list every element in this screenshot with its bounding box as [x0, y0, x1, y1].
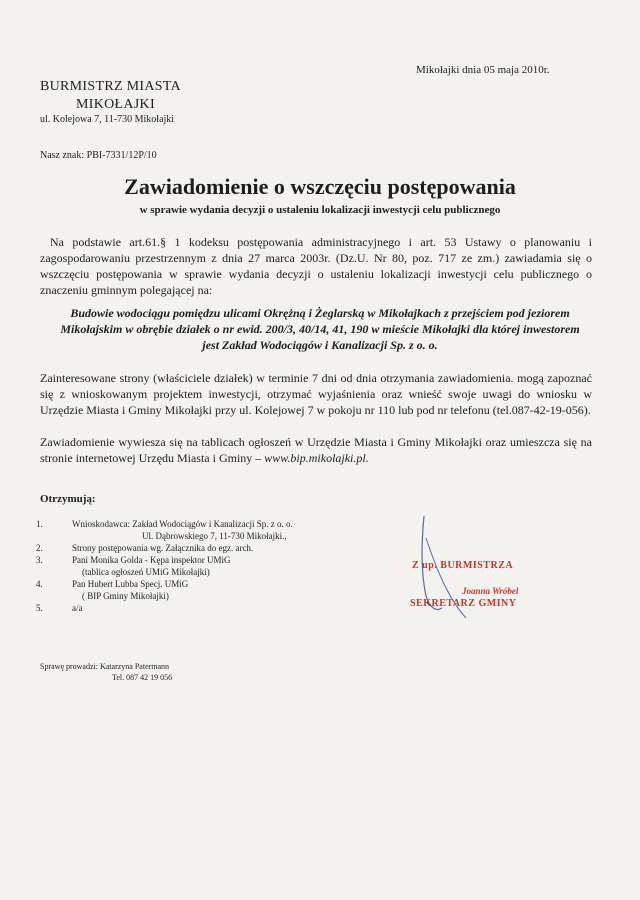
- reference-number: Nasz znak: PBI-7331/12P/10: [40, 150, 157, 161]
- list-item-number: 3.: [36, 555, 43, 565]
- list-item-number: 2.: [36, 543, 43, 553]
- list-item-number: 1.: [36, 519, 43, 529]
- stamp-authority: Z up. BURMISTRZA: [412, 560, 514, 571]
- office-address: ul. Kolejowa 7, 11-730 Mikołajki: [40, 114, 175, 125]
- list-item-line: Pan Hubert Lubba Specj. UMiG: [72, 579, 189, 589]
- paragraph-parties-info: Zainteresowane strony (właściciele działek) w terminie 7 dni od dnia otrzymania zawiadomienia. mogą zapoznać się z wnioskowanym projektem inwestycji, otrzymać wyjaśnienia oraz wnieść swoje uwagi do wniosku w Urzędzie Miasta i Gminy Mikołajki przy ul. Kolejowej 7 w pokoju nr 110 lub pod nr telefonu (tel.087-42-19-056).: [40, 371, 592, 417]
- publication-text: Zawiadomienie wywiesza się na tablicach ogłoszeń w Urzędzie Miasta i Gminy Mikołajki oraz umieszcza się na stronie internetowej Urzędu Miasta i Gminy –: [40, 435, 592, 465]
- paragraph-legal-basis: Na podstawie art.61.§ 1 kodeksu postępowania administracyjnego i art. 53 Ustawy o planowaniu i zagospodarowaniu przestrzennym z dnia 27 marca 2003r. (Dz.U. Nr 80, poz. 717 ze zm.) zawiadamia się o wszczęciu postępowania w sprawie wydania decyzji o ustaleniu lokalizacji inwestycji celu publicznego o znaczeniu gminnym polegającej na:: [40, 235, 592, 297]
- stamp-position: SEKRETARZ GMINY: [410, 598, 517, 609]
- list-item-line: Wnioskodawca: Zakład Wodociągów i Kanalizacji Sp. z o. o.: [72, 519, 293, 529]
- list-item: [36, 578, 293, 602]
- document-subtitle: w sprawie wydania decyzji o ustaleniu lokalizacji inwestycji celu publicznego: [139, 204, 501, 216]
- prepared-by-phone: Tel. 087 42 19 056: [112, 673, 173, 682]
- list-item-line: Pani Monika Golda - Kępa inspektor UMiG: [72, 555, 231, 565]
- list-item-line: Ul. Dąbrowskiego 7, 11-730 Mikołajki.,: [142, 531, 287, 541]
- recipients-list: [36, 518, 293, 614]
- list-item-line: ( BIP Gminy Mikołajki): [82, 591, 169, 601]
- document-title: Zawiadomienie o wszczęciu postępowania: [124, 174, 516, 199]
- stamp-signature-name: Joanna Wróbel: [462, 586, 519, 596]
- office-title-line1: BURMISTRZ MIASTA: [40, 79, 181, 94]
- list-item: [36, 554, 293, 578]
- list-item-number: 5.: [36, 603, 43, 613]
- list-item: [36, 602, 293, 614]
- list-item: [36, 518, 293, 542]
- list-item-line: a/a: [72, 603, 83, 613]
- list-item: [36, 542, 293, 554]
- investment-subject: Budowie wodociągu pomiędzu ulicami Okrężną i Żeglarską w Mikołajkach z przejściem pod jeziorem Mikołajskim w obrębie działek o nr ewid. 200/3, 40/14, 41, 190 w mieście Mikołajki dla której inwestorem jest Zakład Wodociągów i Kanalizacji Sp. z o. o.: [60, 306, 580, 352]
- bip-website: www.bip.mikolajki.pl.: [264, 451, 369, 465]
- list-item-number: 4.: [36, 579, 43, 589]
- paragraph-publication: [40, 434, 592, 466]
- prepared-by: Sprawę prowadzi: Katarzyna Patermann: [40, 662, 170, 671]
- list-item-line: Strony postępowania wg. Załącznika do egz. arch.: [72, 543, 254, 553]
- recipients-heading: Otrzymują:: [40, 493, 96, 505]
- list-item-line: (tablica ogłoszeń UMiG Mikołajki): [82, 567, 210, 577]
- place-date: Mikołajki dnia 05 maja 2010r.: [416, 64, 550, 76]
- office-title-line2: MIKOŁAJKI: [76, 97, 155, 112]
